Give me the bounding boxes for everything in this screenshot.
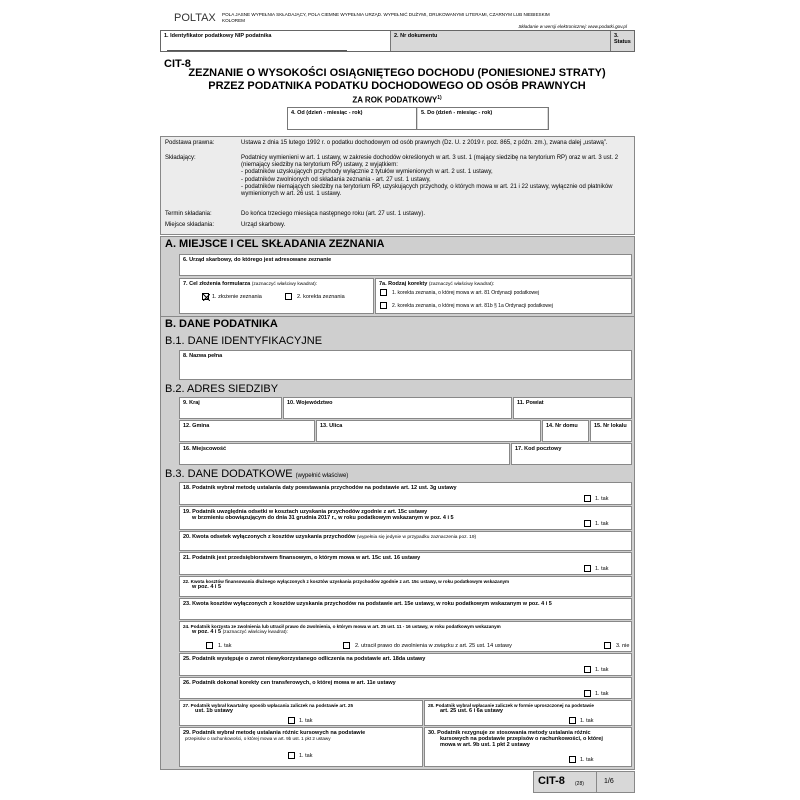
field-18-checkbox[interactable] bbox=[584, 495, 591, 502]
b3-title: B.3. DANE DODATKOWE (wypełnić właściwe) bbox=[165, 468, 349, 480]
fill-instructions: POLA JASNE WYPEŁNIA SKŁADAJĄCY, POLA CIEMNE WYPEŁNIA URZĄD. WYPEŁNIĆ DUŻYMI, DRUKOWANYMI LITERAMI, CZARNYM LUB NIEBIESKIM KOLOREM bbox=[222, 12, 550, 23]
footer-form-code: CIT-8 bbox=[538, 775, 565, 787]
purpose-field: 7. Cel złożenia formularza (zaznaczyć właściwy kwadrat): 1. złożenie zeznania 2. korekta zeznania bbox=[179, 278, 374, 314]
nip-ticks bbox=[167, 45, 347, 51]
field-26: 26. Podatnik dokonał korekty cen transferowych, o której mowa w art. 11e ustawy 1. tak bbox=[179, 677, 632, 699]
correction-art81b-checkbox[interactable] bbox=[380, 302, 387, 309]
field-19: 19. Podatnik uwzględnia odsetki w kosztach uzyskania przychodów zgodnie z art. 15c ustawy w brzmieniu obowiązującym do dnia 31 grudnia 2017 r., w roku podatkowym wskazanym w poz. 4 i 5 1. tak bbox=[179, 506, 632, 530]
commune-field[interactable]: 12. Gmina bbox=[179, 420, 315, 442]
field-30-checkbox[interactable] bbox=[569, 756, 576, 763]
id-row bbox=[160, 30, 635, 52]
b2-title: B.2. ADRES SIEDZIBY bbox=[165, 383, 279, 395]
field-29: 29. Podatnik wybrał metodę ustalania różnic kursowych na podstawie przepisów o rachunkowości, o której mowa w art. 9b ust. 1 pkt 2 ustawy 1. tak bbox=[179, 727, 423, 767]
field-22[interactable]: 22. Kwota kosztów finansowania dłużnego wyłączonych z kosztów uzyskania przychodów zgodnie z art. 15c ustawy, w roku podatkowym wskazanym w poz. 4 i 5 bbox=[179, 576, 632, 597]
field-25-checkbox[interactable] bbox=[584, 666, 591, 673]
full-name-field[interactable]: 8. Nazwa pełna bbox=[179, 350, 632, 380]
field-19-checkbox[interactable] bbox=[584, 520, 591, 527]
field-21-checkbox[interactable] bbox=[584, 565, 591, 572]
apartment-number-field[interactable]: 15. Nr lokalu bbox=[590, 420, 632, 442]
voivodeship-field[interactable]: 10. Województwo bbox=[283, 397, 512, 419]
correction-type-field: 7a. Rodzaj korekty (zaznaczyć właściwy kwadrat): 1. korekta zeznania, o której mowa w art. 81 Ordynacji podatkowej 2. korekta zeznania, o której mowa w art. 81b § 1a Ordynacji podatkowej bbox=[375, 278, 632, 314]
page-number: 1/6 bbox=[604, 778, 614, 785]
field-24-lost-checkbox[interactable] bbox=[343, 642, 350, 649]
field-29-checkbox[interactable] bbox=[288, 752, 295, 759]
legal-info: Podstawa prawna: Ustawa z dnia 15 lutego 1992 r. o podatku dochodowym od osób prawnych (Dz. U. z 2019 r. poz. 865, z późn. zm.), zwana dalej „ustawą”. Składający: Podatnicy wymienieni w art. 1 ustawy, w zakresie dochodów określonych w art. 3 ust. 1 (mający siedzibę na terytorium RP) oraz w art. 3 ust. 2 (niemający siedziby na terytorium RP) ustawy, z wyjątkiem: - podatników uzyskujących przychody wyłącznie z tytułów wymienionych w art. 2 ust. 1 ustawy, - podatników zwolnionych od składania zeznania - art. 27 ust. 1 ustawy, - podatników niemających siedziby na terytorium RP, uzyskujących przychody, o których mowa w art. 21 i 22 ustawy, wyłącznie od płatników wymienionych w art. 26 ust. 1 ustawy. Termin składania: Do końca trzeciego miesiąca następnego roku (art. 27 ust. 1 ustawy). Miejsce składania: Urząd skarbowy. bbox=[160, 136, 635, 235]
field-24: 24. Podatnik korzysta ze zwolnienia lub utracił prawo do zwolnienia, o którym mowa w art. 25 ust. 11 - 16 ustawy, w roku podatkowym wskazanym w poz. 4 i 5 (zaznaczyć właściwy kwadrat): 1. tak 2. utracił prawo do zwolnienia w związku z art. 25 ust. 14 ustawy 3. nie bbox=[179, 621, 632, 652]
section-a-title: A. MIEJSCE I CEL SKŁADANIA ZEZNANIA bbox=[165, 238, 385, 250]
brand: POLTAX bbox=[174, 12, 216, 24]
date-from-field[interactable]: 4. Od (dzień - miesiąc - rok) bbox=[288, 108, 417, 129]
correction-art81-checkbox[interactable] bbox=[380, 289, 387, 296]
page-footer bbox=[533, 771, 635, 793]
postal-code-field[interactable]: 17. Kod pocztowy bbox=[511, 443, 632, 465]
field-27-checkbox[interactable] bbox=[288, 717, 295, 724]
city-field[interactable]: 16. Miejscowość bbox=[179, 443, 510, 465]
tax-year-dates bbox=[287, 107, 549, 130]
date-to-field[interactable]: 5. Do (dzień - miesiąc - rok) bbox=[418, 108, 547, 129]
section-b-title: B. DANE PODATNIKA bbox=[165, 318, 278, 330]
nip-field[interactable]: 1. Identyfikator podatkowy NIP podatnika bbox=[161, 31, 391, 51]
field-30: 30. Podatnik rezygnuje ze stosowania metody ustalania różnic kursowych na podstawie przepisów o rachunkowości, o której mowa w art. 9b ust. 1 pkt 2 ustawy 1. tak bbox=[424, 727, 632, 767]
b1-title: B.1. DANE IDENTYFIKACYJNE bbox=[165, 335, 323, 347]
doc-number-field: 2. Nr dokumentu bbox=[391, 31, 611, 51]
field-28: 28. Podatnik wybrał wpłacanie zaliczek w formie uproszczonej na podstawie art. 25 ust. 6 i 6a ustawy 1. tak bbox=[424, 700, 632, 726]
field-28-checkbox[interactable] bbox=[569, 717, 576, 724]
title-line3: ZA ROK PODATKOWY$^{1)}$ bbox=[352, 95, 442, 105]
field-24-yes-checkbox[interactable] bbox=[206, 642, 213, 649]
form-code: CIT-8 bbox=[164, 58, 191, 70]
house-number-field[interactable]: 14. Nr domu bbox=[542, 420, 589, 442]
status-field: 3. Status bbox=[614, 33, 631, 45]
country-field[interactable]: 9. Kraj bbox=[179, 397, 282, 419]
field-27: 27. Podatnik wybrał kwartalny sposób wpłacania zaliczek na podstawie art. 25 ust. 1b ustawy 1. tak bbox=[179, 700, 423, 726]
street-field[interactable]: 13. Ulica bbox=[316, 420, 541, 442]
purpose-filing-checkbox[interactable] bbox=[202, 293, 209, 300]
title-line2: PRZEZ PODATNIKA PODATKU DOCHODOWEGO OD OSÓB PRAWNYCH bbox=[208, 80, 586, 92]
tax-office-field[interactable]: 6. Urząd skarbowy, do którego jest adresowane zeznanie bbox=[179, 254, 632, 276]
section-b bbox=[160, 316, 635, 770]
field-26-checkbox[interactable] bbox=[584, 690, 591, 697]
field-25: 25. Podatnik występuje o zwrot niewykorzystanego odliczenia na podstawie art. 18da ustawy 1. tak bbox=[179, 653, 632, 676]
field-21: 21. Podatnik jest przedsiębiorstwem finansowym, o którym mowa w art. 15c ust. 16 ustawy 1. tak bbox=[179, 552, 632, 575]
footer-version: (28) bbox=[575, 781, 584, 787]
form-page bbox=[158, 0, 635, 800]
field-23[interactable]: 23. Kwota kosztów wyłączonych z kosztów uzyskania przychodów na podstawie art. 15e ustawy, w roku podatkowym wskazanym w poz. 4 i 5 bbox=[179, 598, 632, 620]
efiling-note: Składanie w wersji elektronicznej: www.podatki.gov.pl bbox=[518, 24, 627, 29]
section-a bbox=[160, 236, 635, 317]
purpose-correction-checkbox[interactable] bbox=[285, 293, 292, 300]
county-field[interactable]: 11. Powiat bbox=[513, 397, 632, 419]
title-line1: ZEZNANIE O WYSOKOŚCI OSIĄGNIĘTEGO DOCHODU (PONIESIONEJ STRATY) bbox=[188, 67, 606, 79]
field-18: 18. Podatnik wybrał metodę ustalania daty powstawania przychodów na podstawie art. 12 ust. 3g ustawy 1. tak bbox=[179, 482, 632, 505]
field-24-no-checkbox[interactable] bbox=[604, 642, 611, 649]
top-bar bbox=[158, 10, 635, 30]
field-20[interactable]: 20. Kwota odsetek wyłączonych z kosztów uzyskania przychodów (wypełnia się jedynie w przypadku zaznaczenia poz. 19) bbox=[179, 531, 632, 551]
check-x-icon bbox=[203, 294, 210, 301]
